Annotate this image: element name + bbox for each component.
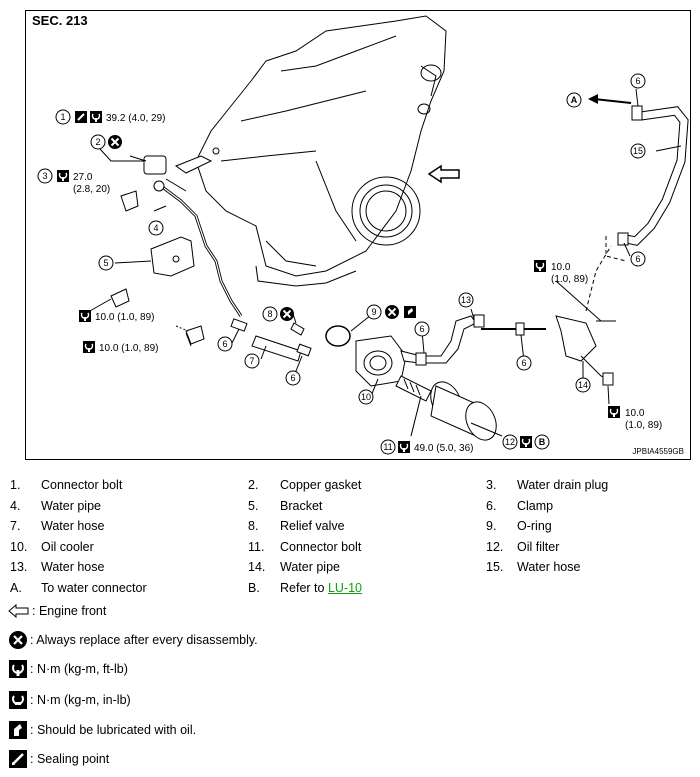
water-hose-15: [618, 106, 684, 245]
svg-text:6: 6: [635, 76, 641, 86]
torque-ft-lb-icon: [520, 436, 532, 448]
part-name: [517, 540, 559, 554]
callout-6a: [218, 337, 232, 351]
sealing-point-icon: [75, 111, 87, 123]
callout-4: [149, 221, 163, 235]
part-name: [517, 499, 553, 513]
torque-ft-lb-icon: [57, 170, 69, 182]
part-number: 10.: [10, 539, 28, 554]
to-a-arrow: [594, 99, 631, 103]
callout-9: [367, 305, 381, 319]
part-name-text: To water connector: [41, 581, 147, 595]
svg-text:7: 7: [249, 356, 255, 366]
svg-text:5: 5: [103, 258, 109, 268]
part-name-text: Oil cooler: [41, 539, 94, 554]
oil-cooler-10: [356, 336, 421, 386]
part-number: 14.: [248, 560, 266, 575]
callout-10: [359, 390, 373, 404]
part-name: [280, 519, 345, 533]
torque-7: 10.0 (1.0, 89): [99, 343, 159, 354]
callout-1: [56, 110, 70, 124]
symbol-text: : N·m (kg-m, in-lb): [30, 693, 131, 707]
symbol-row-torque-ft-lb: [8, 657, 128, 681]
torque-ft-lb-icon: [8, 659, 28, 679]
oil-filter-12: [425, 377, 502, 445]
part-name-text: Water hose: [41, 560, 105, 575]
part-name-text: Water pipe: [41, 498, 101, 513]
water-hose-7: [231, 319, 311, 361]
part-name-text: Connector bolt: [41, 478, 123, 492]
part-name: [41, 560, 104, 574]
part-name-text: Copper gasket: [280, 478, 362, 492]
symbol-row-oil: [8, 718, 196, 742]
callout-6f: [631, 252, 645, 266]
part-name: [280, 499, 322, 513]
water-hose-13: [416, 315, 484, 365]
symbol-row-always-replace: [8, 628, 258, 652]
svg-text:6: 6: [222, 339, 228, 349]
part-number: 11.: [248, 539, 265, 554]
part-name: [517, 478, 608, 492]
svg-text:B: B: [538, 437, 546, 447]
section-title: SEC. 213: [32, 13, 88, 28]
part-number: 13.: [10, 560, 28, 575]
part-name: [41, 581, 147, 595]
svg-text:14: 14: [577, 380, 589, 390]
bracket-5: [111, 237, 194, 307]
part-name: [517, 560, 580, 574]
torque-ft-lb-icon: [90, 111, 102, 123]
callout-15: [631, 144, 645, 158]
callout-3: [38, 169, 52, 183]
part-number: B.: [248, 581, 260, 595]
callout-6d: [517, 356, 531, 370]
torque-5: 10.0 (1.0, 89): [95, 312, 155, 323]
part-name-text: Water drain plug: [517, 478, 609, 492]
part-number: 1.: [10, 478, 21, 492]
relief-valve-8: [291, 323, 304, 335]
svg-text:6: 6: [290, 373, 296, 383]
part-name: [280, 478, 361, 492]
svg-text:12: 12: [504, 437, 516, 447]
torque-in-lb-icon: [83, 341, 95, 353]
part-number: A.: [10, 581, 22, 595]
part-number: 2.: [248, 478, 259, 492]
part-number: 8.: [248, 519, 259, 534]
part-name-text: Bracket: [280, 498, 323, 513]
parts-legend: [0, 478, 700, 600]
symbol-text: : Always replace after every disassembly.: [30, 633, 258, 647]
connector-bolt-11: [396, 376, 431, 401]
part-name-text: Water pipe: [280, 560, 340, 575]
exploded-view-diagram: [26, 11, 690, 459]
svg-text:13: 13: [460, 295, 472, 305]
torque-14b: (1.0, 89): [551, 274, 589, 285]
part-number: 15.: [486, 560, 504, 575]
diagram-frame: [25, 10, 691, 460]
torque-in-lb-icon: [79, 310, 91, 322]
part-name: [280, 540, 361, 554]
callout-6e: [631, 74, 645, 88]
part-name: [517, 519, 552, 533]
symbol-text: : N·m (kg-m, ft-lb): [30, 662, 128, 676]
torque-in-lb-icon: [8, 690, 28, 710]
always-replace-icon: [385, 305, 399, 319]
torque-11: 49.0 (5.0, 36): [414, 443, 474, 454]
torque-1: 39.2 (4.0, 29): [106, 113, 166, 124]
part-name-text: Relief valve: [280, 519, 345, 534]
torque-14a: 10.0: [551, 262, 571, 273]
torque-15a: 10.0: [625, 408, 645, 419]
callout-5: [99, 256, 113, 270]
torque-3a: 27.0: [73, 172, 93, 183]
callout-12: [503, 435, 517, 449]
callout-8: [263, 307, 277, 321]
engine-front-arrow-icon: [429, 166, 459, 182]
svg-text:15: 15: [632, 146, 644, 156]
torque-in-lb-icon: [534, 260, 546, 272]
callout-6b: [286, 371, 300, 385]
part-name: [41, 499, 101, 513]
part-name-text: Oil filter: [517, 539, 560, 554]
svg-text:A: A: [570, 95, 578, 105]
callout-13: [459, 293, 473, 307]
torque-ft-lb-icon: [398, 441, 410, 453]
svg-text:11: 11: [383, 442, 393, 452]
engine-front-arrow-icon: [8, 604, 30, 618]
oil-lubricate-icon: [404, 306, 416, 318]
always-replace-icon: [108, 135, 122, 149]
svg-text:4: 4: [153, 223, 159, 233]
reference-link[interactable]: LU-10: [327, 581, 362, 595]
callout-2: [91, 135, 105, 149]
torque-3b: (2.8, 20): [73, 184, 111, 195]
part-number: 12.: [486, 539, 504, 554]
water-outlet: [418, 65, 441, 114]
crank-pulley: [352, 177, 420, 245]
torque-in-lb-icon: [608, 406, 620, 418]
part-name-text: Water hose: [41, 519, 105, 534]
part-name-text: Refer to: [280, 581, 328, 595]
symbol-row-sealing: [8, 747, 109, 771]
always-replace-icon: [8, 630, 28, 650]
lower-bolt: [176, 326, 204, 344]
part-name-text: Water hose: [517, 560, 581, 575]
callout-a: [567, 93, 581, 107]
oil-lubricate-icon: [8, 720, 28, 740]
always-replace-icon: [280, 307, 294, 321]
symbol-text: : Engine front: [32, 604, 107, 618]
engine-block: [196, 16, 446, 286]
svg-text:6: 6: [635, 254, 641, 264]
water-pipe-14: [481, 316, 616, 385]
part-name: [41, 540, 94, 554]
part-name-text: O-ring: [517, 519, 552, 534]
part-name-text: Connector bolt: [280, 539, 362, 554]
svg-text:6: 6: [419, 324, 425, 334]
part-name: [41, 519, 104, 533]
sealing-point-icon: [8, 749, 28, 769]
part-number: 9.: [486, 519, 497, 534]
symbol-text: : Sealing point: [30, 752, 110, 766]
svg-text:10: 10: [360, 392, 372, 402]
callout-7: [245, 354, 259, 368]
part-number: 4.: [10, 498, 21, 513]
svg-text:9: 9: [371, 307, 377, 317]
callout-11: [381, 440, 395, 454]
o-ring-9: [326, 326, 350, 346]
part-number: 5.: [248, 498, 259, 513]
svg-text:6: 6: [521, 358, 527, 368]
part-name-text: Clamp: [517, 498, 554, 513]
part-number: 3.: [486, 478, 497, 492]
image-code: JPBIA4559GB: [632, 447, 684, 456]
symbol-row-engine-front: [8, 599, 106, 623]
svg-text:2: 2: [95, 137, 101, 147]
part-name: [280, 581, 362, 595]
part-number: 6.: [486, 498, 497, 513]
callout-14: [576, 378, 590, 392]
part-name: [41, 478, 122, 492]
part-number: 7.: [10, 519, 21, 534]
torque-15b: (1.0, 89): [625, 420, 663, 431]
routing-line: [586, 236, 626, 311]
part-name: [280, 560, 340, 574]
svg-text:8: 8: [267, 309, 273, 319]
callout-6c: [415, 322, 429, 336]
svg-text:3: 3: [42, 171, 48, 181]
symbol-text: : Should be lubricated with oil.: [30, 723, 197, 737]
symbol-row-torque-in-lb: [8, 688, 131, 712]
svg-text:1: 1: [60, 112, 66, 122]
callout-b: [535, 435, 549, 449]
